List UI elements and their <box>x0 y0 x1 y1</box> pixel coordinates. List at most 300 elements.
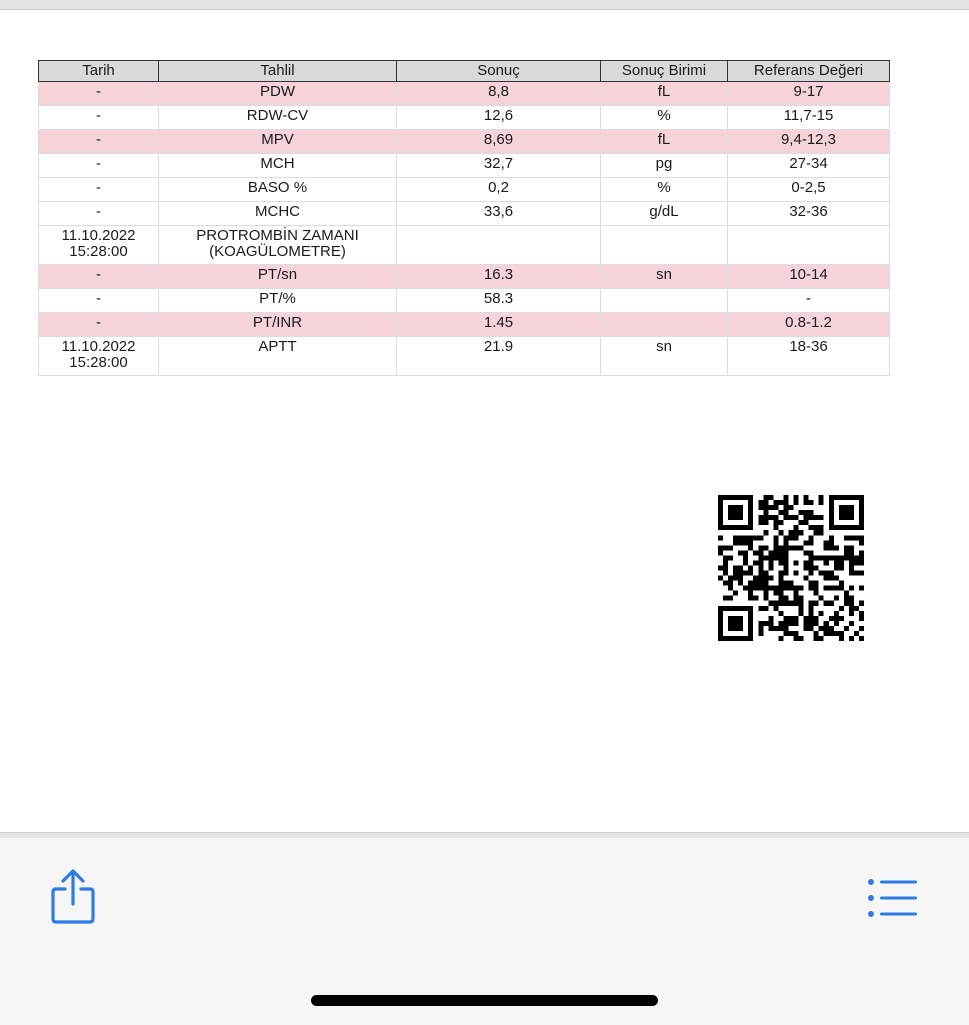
cell-unit-text: sn <box>656 266 672 283</box>
qr-module <box>794 591 799 596</box>
cell-result-text: 33,6 <box>483 203 514 220</box>
qr-module <box>819 571 824 576</box>
qr-module <box>763 545 768 550</box>
qr-module <box>849 601 854 606</box>
qr-module <box>733 535 738 540</box>
qr-module <box>748 606 753 611</box>
qr-module <box>753 550 758 555</box>
qr-module <box>778 550 783 555</box>
cell-date <box>39 337 159 376</box>
qr-module <box>839 631 844 636</box>
qr-module <box>738 495 743 500</box>
cell-test <box>159 202 397 226</box>
qr-module <box>849 560 854 565</box>
qr-module <box>788 631 793 636</box>
cell-test <box>159 289 397 313</box>
qr-module <box>743 555 748 560</box>
qr-module <box>834 525 839 530</box>
qr-module <box>758 606 763 611</box>
cell-date-text: - <box>96 203 101 220</box>
qr-module <box>834 495 839 500</box>
qr-module <box>804 621 809 626</box>
qr-module <box>859 495 864 500</box>
cell-date <box>39 106 159 130</box>
qr-module <box>738 510 743 515</box>
qr-module <box>804 540 809 545</box>
qr-module <box>829 535 834 540</box>
qr-module <box>839 581 844 586</box>
qr-module <box>763 530 768 535</box>
qr-module <box>829 601 834 606</box>
qr-module <box>748 500 753 505</box>
qr-module <box>854 560 859 565</box>
qr-module <box>814 621 819 626</box>
qr-module <box>844 591 849 596</box>
cell-test-text: MPV <box>261 131 294 148</box>
cell-unit-text: sn <box>656 338 672 355</box>
qr-module <box>819 530 824 535</box>
qr-module <box>773 606 778 611</box>
cell-result-text: 8,69 <box>483 131 514 148</box>
cell-date-text: - <box>96 155 101 172</box>
qr-module <box>819 611 824 616</box>
table-row <box>39 154 890 178</box>
qr-module <box>778 581 783 586</box>
cell-test-text: PT/INR <box>252 314 303 331</box>
table-row <box>39 289 890 313</box>
qr-module <box>788 545 793 550</box>
qr-module <box>743 560 748 565</box>
qr-module <box>783 550 788 555</box>
table-row <box>39 82 890 106</box>
qr-module <box>748 616 753 621</box>
qr-module <box>829 505 834 510</box>
qr-module <box>829 571 834 576</box>
qr-module <box>814 530 819 535</box>
qr-module <box>718 515 723 520</box>
qr-module <box>824 560 829 565</box>
cell-date <box>39 82 159 106</box>
qr-module <box>743 550 748 555</box>
list-icon[interactable] <box>864 876 920 920</box>
qr-module <box>733 576 738 581</box>
qr-module <box>728 586 733 591</box>
qr-module <box>758 515 763 520</box>
qr-module <box>773 591 778 596</box>
qr-module <box>783 586 788 591</box>
qr-module <box>834 545 839 550</box>
qr-module <box>763 510 768 515</box>
qr-module <box>794 515 799 520</box>
qr-module <box>738 515 743 520</box>
qr-module <box>829 545 834 550</box>
qr-module <box>809 510 814 515</box>
qr-module <box>778 571 783 576</box>
qr-module <box>814 636 819 641</box>
qr-module <box>839 565 844 570</box>
qr-module <box>804 550 809 555</box>
qr-module <box>778 586 783 591</box>
qr-module <box>743 535 748 540</box>
qr-module <box>849 525 854 530</box>
qr-module <box>718 626 723 631</box>
qr-module <box>814 525 819 530</box>
qr-module <box>834 555 839 560</box>
qr-module <box>809 611 814 616</box>
qr-module <box>859 626 864 631</box>
cell-reference <box>728 313 890 337</box>
qr-module <box>799 586 804 591</box>
cell-test <box>159 154 397 178</box>
qr-module <box>783 515 788 520</box>
qr-module <box>718 510 723 515</box>
qr-module <box>783 616 788 621</box>
qr-module <box>824 555 829 560</box>
qr-module <box>718 611 723 616</box>
qr-module <box>758 631 763 636</box>
cell-result-text: 16.3 <box>483 266 514 283</box>
qr-module <box>738 540 743 545</box>
qr-module <box>854 495 859 500</box>
cell-unit-text: % <box>657 107 671 124</box>
cell-date <box>39 289 159 313</box>
qr-module <box>788 505 793 510</box>
cell-result <box>397 226 601 265</box>
qr-module <box>799 510 804 515</box>
qr-module <box>783 545 788 550</box>
qr-module <box>834 596 839 601</box>
qr-module <box>748 565 753 570</box>
qr-module <box>733 505 738 510</box>
qr-module <box>748 621 753 626</box>
qr-module <box>859 601 864 606</box>
qr-module <box>723 495 728 500</box>
qr-module <box>794 545 799 550</box>
qr-module <box>844 555 849 560</box>
qr-module <box>819 636 824 641</box>
qr-module <box>819 555 824 560</box>
header-test: Tahlil <box>159 61 397 82</box>
cell-reference-text: 9-17 <box>793 83 824 100</box>
header-reference: Referans Değeri <box>728 61 890 82</box>
qr-module <box>778 545 783 550</box>
cell-reference <box>728 289 890 313</box>
qr-module <box>814 586 819 591</box>
qr-module <box>844 510 849 515</box>
qr-module <box>824 601 829 606</box>
qr-module <box>758 586 763 591</box>
header-date: Tarih <box>39 61 159 82</box>
qr-module <box>794 535 799 540</box>
share-icon[interactable] <box>48 868 98 926</box>
cell-date-text: - <box>96 290 101 307</box>
qr-module <box>733 565 738 570</box>
qr-module <box>799 545 804 550</box>
qr-module <box>768 515 773 520</box>
qr-module <box>723 560 728 565</box>
qr-module <box>748 591 753 596</box>
cell-test-text: PT/sn <box>257 266 298 283</box>
qr-module <box>829 510 834 515</box>
qr-module <box>758 545 763 550</box>
qr-module <box>763 586 768 591</box>
qr-module <box>844 525 849 530</box>
qr-module <box>718 495 723 500</box>
qr-module <box>849 550 854 555</box>
cell-test <box>159 178 397 202</box>
table-row <box>39 265 890 289</box>
qr-module <box>839 525 844 530</box>
qr-module <box>778 611 783 616</box>
cell-test <box>159 313 397 337</box>
qr-module <box>723 636 728 641</box>
cell-test-text: PT/% <box>259 290 296 307</box>
qr-module <box>799 611 804 616</box>
header-unit: Sonuç Birimi <box>601 61 728 82</box>
qr-module <box>753 576 758 581</box>
qr-module <box>728 606 733 611</box>
qr-module <box>743 495 748 500</box>
qr-module <box>753 586 758 591</box>
qr-module <box>748 571 753 576</box>
cell-unit-text: fL <box>657 83 671 100</box>
qr-module <box>768 560 773 565</box>
qr-module <box>743 540 748 545</box>
table-row <box>39 130 890 154</box>
cell-reference-text: 32-36 <box>789 203 828 220</box>
qr-module <box>753 581 758 586</box>
qr-module <box>743 586 748 591</box>
qr-module <box>728 555 733 560</box>
qr-module <box>778 520 783 525</box>
qr-module <box>829 631 834 636</box>
table-row <box>39 106 890 130</box>
qr-module <box>763 591 768 596</box>
cell-result-text: 58.3 <box>483 290 514 307</box>
cell-result <box>397 130 601 154</box>
qr-module <box>773 500 778 505</box>
table-row <box>39 313 890 337</box>
qr-module <box>738 550 743 555</box>
qr-module <box>723 581 728 586</box>
qr-module <box>788 586 793 591</box>
qr-module <box>738 626 743 631</box>
qr-module <box>778 621 783 626</box>
cell-unit <box>601 154 728 178</box>
qr-module <box>748 631 753 636</box>
qr-module <box>728 525 733 530</box>
qr-module <box>783 571 788 576</box>
table-row <box>39 337 890 376</box>
qr-module <box>773 550 778 555</box>
cell-date-time: 15:28:00 <box>69 243 128 260</box>
cell-test-text: PDW <box>260 83 295 100</box>
qr-module <box>723 606 728 611</box>
qr-module <box>778 500 783 505</box>
qr-module <box>849 606 854 611</box>
cell-result <box>397 202 601 226</box>
qr-module <box>849 545 854 550</box>
qr-module <box>763 571 768 576</box>
qr-module <box>829 495 834 500</box>
qr-module <box>859 611 864 616</box>
qr-module <box>834 586 839 591</box>
qr-module <box>783 495 788 500</box>
qr-module <box>783 596 788 601</box>
qr-module <box>753 535 758 540</box>
qr-module <box>849 571 854 576</box>
qr-module <box>718 631 723 636</box>
qr-module <box>733 510 738 515</box>
qr-module <box>748 505 753 510</box>
qr-module <box>814 616 819 621</box>
cell-result-text: 8,8 <box>488 83 509 100</box>
qr-module <box>859 535 864 540</box>
qr-module <box>829 555 834 560</box>
qr-module <box>859 616 864 621</box>
qr-module <box>758 576 763 581</box>
qr-module <box>844 545 849 550</box>
qr-module <box>804 626 809 631</box>
qr-module <box>788 535 793 540</box>
qr-module <box>824 571 829 576</box>
qr-module <box>768 626 773 631</box>
qr-module <box>854 555 859 560</box>
qr-module <box>819 626 824 631</box>
cell-reference <box>728 130 890 154</box>
qr-module <box>829 515 834 520</box>
qr-module <box>819 515 824 520</box>
qr-module <box>809 586 814 591</box>
cell-reference-text: 11,7-15 <box>783 107 834 124</box>
qr-module <box>768 505 773 510</box>
top-edge <box>0 0 969 10</box>
qr-module <box>768 550 773 555</box>
qr-module <box>829 540 834 545</box>
qr-module <box>819 495 824 500</box>
qr-module <box>804 500 809 505</box>
qr-module <box>834 565 839 570</box>
qr-module <box>814 591 819 596</box>
qr-module <box>783 555 788 560</box>
cell-unit <box>601 130 728 154</box>
qr-module <box>733 525 738 530</box>
cell-test-text: RDW-CV <box>246 107 309 124</box>
qr-module <box>824 586 829 591</box>
qr-module <box>809 550 814 555</box>
qr-module <box>763 500 768 505</box>
qr-module <box>778 530 783 535</box>
qr-module <box>814 581 819 586</box>
qr-module <box>768 601 773 606</box>
cell-reference <box>728 202 890 226</box>
qr-module <box>794 560 799 565</box>
qr-module <box>778 576 783 581</box>
qr-module <box>824 540 829 545</box>
qr-module <box>809 560 814 565</box>
qr-module <box>859 636 864 641</box>
qr-module <box>783 505 788 510</box>
home-indicator[interactable] <box>311 995 658 1006</box>
qr-module <box>794 525 799 530</box>
qr-module <box>859 500 864 505</box>
qr-module <box>844 626 849 631</box>
cell-test-text: MCH <box>260 155 295 172</box>
qr-module <box>743 571 748 576</box>
cell-reference-text: 27-34 <box>789 155 828 172</box>
qr-module <box>859 505 864 510</box>
qr-module <box>788 601 793 606</box>
qr-module <box>773 520 778 525</box>
qr-module <box>849 611 854 616</box>
qr-module <box>804 495 809 500</box>
qr-module <box>829 525 834 530</box>
qr-module <box>849 535 854 540</box>
qr-module <box>859 560 864 565</box>
cell-test-sub: (KOAGÜLOMETRE) <box>209 243 346 260</box>
cell-date <box>39 226 159 265</box>
cell-result <box>397 106 601 130</box>
qr-module <box>728 515 733 520</box>
qr-module <box>768 565 773 570</box>
qr-module <box>834 611 839 616</box>
qr-module <box>783 621 788 626</box>
cell-unit <box>601 226 728 265</box>
qr-module <box>738 571 743 576</box>
qr-module <box>804 576 809 581</box>
qr-module <box>814 631 819 636</box>
qr-module <box>859 571 864 576</box>
qr-module <box>728 596 733 601</box>
qr-module <box>854 525 859 530</box>
qr-module <box>849 515 854 520</box>
qr-module <box>794 601 799 606</box>
qr-module <box>778 591 783 596</box>
qr-module <box>743 606 748 611</box>
qr-module <box>773 525 778 530</box>
cell-reference-text: 10-14 <box>789 266 828 283</box>
qr-module <box>839 586 844 591</box>
qr-module <box>743 636 748 641</box>
qr-module <box>728 626 733 631</box>
qr-module <box>748 626 753 631</box>
qr-module <box>783 601 788 606</box>
qr-module <box>809 500 814 505</box>
qr-module <box>834 616 839 621</box>
qr-module <box>718 636 723 641</box>
qr-module <box>728 616 733 621</box>
qr-module <box>718 505 723 510</box>
qr-module <box>753 560 758 565</box>
qr-module <box>799 596 804 601</box>
qr-module <box>794 495 799 500</box>
qr-module <box>859 550 864 555</box>
qr-module <box>768 621 773 626</box>
qr-module <box>768 555 773 560</box>
qr-module <box>814 565 819 570</box>
qr-module <box>854 571 859 576</box>
qr-module <box>844 495 849 500</box>
cell-test <box>159 130 397 154</box>
qr-module <box>723 596 728 601</box>
qr-module <box>763 576 768 581</box>
qr-module <box>783 565 788 570</box>
qr-module <box>768 616 773 621</box>
qr-module <box>839 510 844 515</box>
qr-module <box>718 545 723 550</box>
qr-module <box>738 621 743 626</box>
qr-module <box>804 560 809 565</box>
